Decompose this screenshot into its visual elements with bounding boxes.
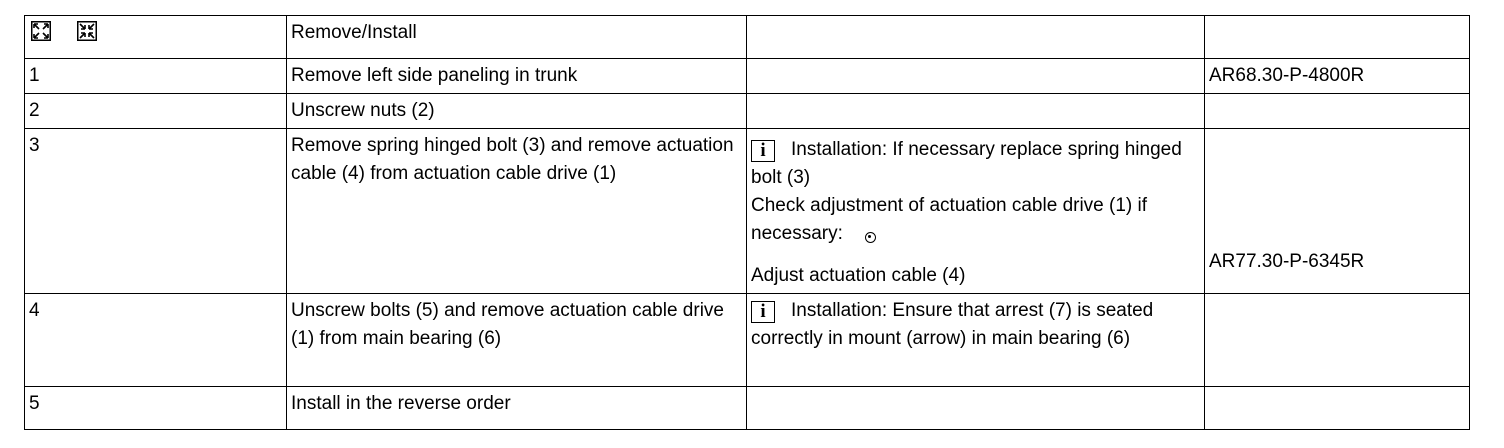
step-reference (1205, 294, 1470, 387)
collapse-icon[interactable] (77, 21, 97, 41)
note-text: Installation: If necessary replace spring hinged bolt (3) (751, 139, 1182, 188)
step-number: 3 (25, 129, 287, 294)
step-action: Unscrew nuts (2) (287, 94, 747, 129)
step-reference (1205, 94, 1470, 129)
step-reference[interactable]: AR77.30-P-6345R (1209, 251, 1365, 272)
step-note (747, 294, 1205, 387)
procedure-table (24, 15, 1470, 430)
header-icons-cell (25, 16, 287, 59)
step-number: 4 (25, 294, 287, 387)
step-action: Install in the reverse order (287, 387, 747, 430)
note-text: Check adjustment of actuation cable drive (1) if necessary: (751, 195, 1148, 244)
header-ref-cell (1205, 16, 1470, 59)
note-text: Adjust actuation cable (4) (751, 265, 966, 286)
procedure-table-wrapper (24, 15, 1470, 430)
info-icon: i (751, 301, 775, 323)
info-icon: i (751, 140, 775, 162)
step-number: 5 (25, 387, 287, 430)
step-action: Unscrew bolts (5) and remove actuation cable drive (1) from main bearing (6) (287, 294, 747, 387)
step-note (747, 59, 1205, 94)
step-note (747, 129, 1205, 294)
note-text: Installation: Ensure that arrest (7) is seated correctly in mount (arrow) in main bearing (6) (751, 300, 1154, 349)
table-row (25, 59, 1470, 94)
step-reference (1205, 387, 1470, 430)
table-row (25, 294, 1470, 387)
header-note-cell (747, 16, 1205, 59)
step-number: 2 (25, 94, 287, 129)
table-row (25, 129, 1470, 294)
table-row (25, 387, 1470, 430)
table-row (25, 94, 1470, 129)
table-header-row (25, 16, 1470, 59)
link-icon[interactable] (865, 232, 876, 243)
step-action: Remove left side paneling in trunk (287, 59, 747, 94)
header-title: Remove/Install (287, 16, 747, 59)
step-reference-cell (1205, 129, 1470, 294)
step-note (747, 387, 1205, 430)
step-reference[interactable]: AR68.30-P-4800R (1205, 59, 1470, 94)
step-number: 1 (25, 59, 287, 94)
step-note (747, 94, 1205, 129)
expand-icon[interactable] (31, 21, 51, 41)
step-action: Remove spring hinged bolt (3) and remove actuation cable (4) from actuation cable drive (1) (287, 129, 747, 294)
